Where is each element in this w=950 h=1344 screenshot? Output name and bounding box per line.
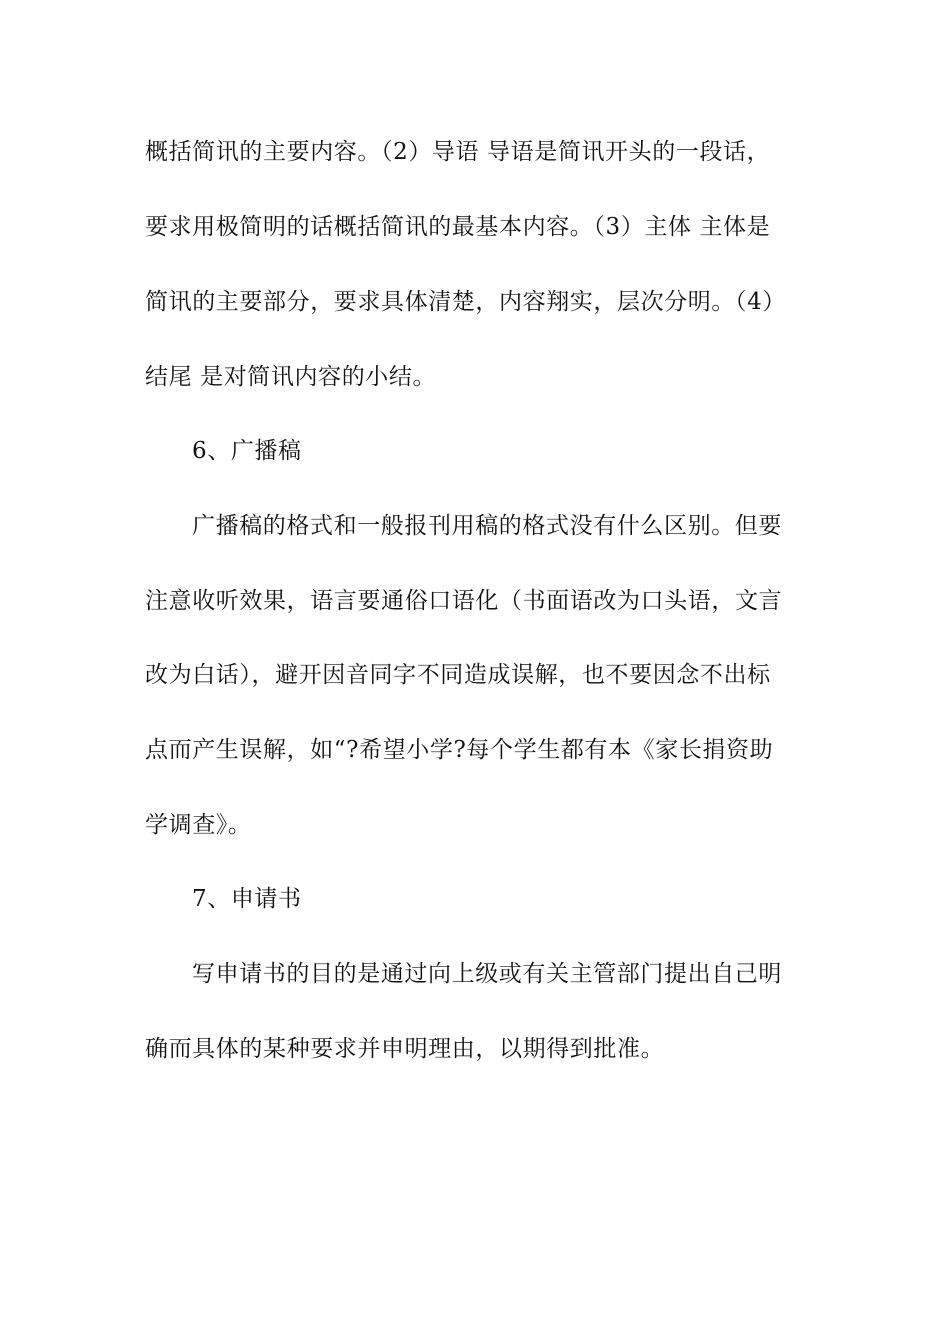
paragraph-line: 概括简讯的主要内容。（2）导语 导语是简讯开头的一段话， bbox=[145, 139, 771, 165]
paragraph-line: 要求用极简明的话概括简讯的最基本内容。（3）主体 主体是 bbox=[145, 214, 771, 240]
paragraph-line: 确而具体的某种要求并申明理由，以期得到批准。 bbox=[145, 1036, 665, 1062]
section-heading: 7、申请书 bbox=[192, 886, 302, 912]
paragraph-line: 简讯的主要部分，要求具体清楚，内容翔实，层次分明。（4） bbox=[145, 289, 786, 315]
paragraph-line: 写申请书的目的是通过向上级或有关主管部门提出自己明 bbox=[192, 961, 782, 987]
paragraph-line: 广播稿的格式和一般报刊用稿的格式没有什么区别。但要 bbox=[192, 513, 782, 539]
paragraph-line: 点而产生误解，如“?希望小学?每个学生都有本《家长捐资助 bbox=[145, 737, 774, 763]
section-heading: 6、广播稿 bbox=[192, 438, 302, 464]
paragraph-line: 学调查》。 bbox=[145, 812, 252, 838]
paragraph-line: 注意收听效果，语言要通俗口语化（书面语改为口头语，文言 bbox=[145, 588, 783, 614]
paragraph-line: 结尾 是对简讯内容的小结。 bbox=[145, 364, 437, 390]
paragraph-line: 改为白话），避开因音同字不同造成误解，也不要因念不出标 bbox=[145, 662, 771, 688]
